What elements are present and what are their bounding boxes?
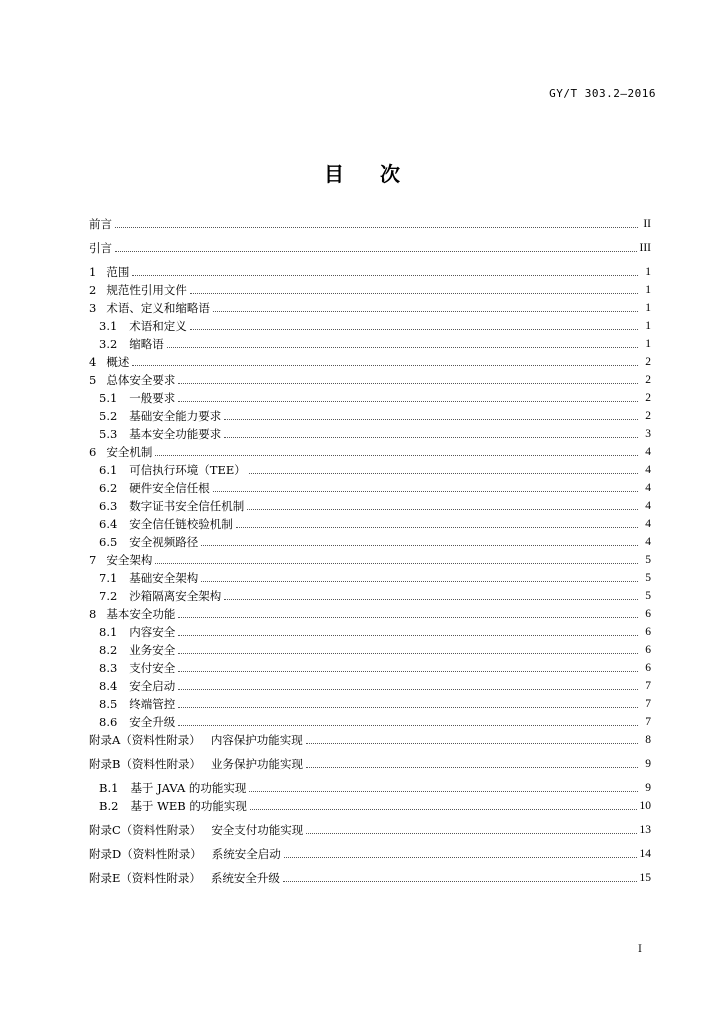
toc-entry-title: 规范性引用文件	[106, 283, 187, 297]
toc-entry-page: 6	[645, 644, 651, 656]
toc-entry[interactable]	[89, 643, 651, 657]
dot-leader	[249, 472, 638, 474]
toc-entry-page: 4	[645, 500, 651, 512]
toc-entry-number: 7.1	[99, 571, 118, 585]
dot-leader	[201, 544, 638, 546]
toc-entry-label	[99, 535, 198, 549]
toc-entry-label	[99, 643, 175, 657]
toc-entry-page: 1	[645, 284, 651, 296]
toc-entry-number: 8.2	[99, 643, 118, 657]
toc-entry-number: 附录A（资料性附录）	[89, 733, 201, 747]
toc-entry[interactable]	[89, 301, 651, 315]
toc-entry-page: 14	[639, 848, 651, 860]
toc-entry-label	[89, 217, 112, 231]
toc-entry-label	[99, 589, 221, 603]
toc-entry-number: 附录B（资料性附录）	[89, 757, 201, 771]
toc-entry-title: 业务安全	[129, 643, 176, 657]
dot-leader	[247, 508, 638, 510]
toc-entry-title: 业务保护功能实现	[210, 757, 303, 771]
toc-entry-page: 13	[639, 824, 651, 836]
toc-entry-title: 系统安全升级	[210, 871, 280, 885]
toc-entry-label	[89, 607, 175, 621]
toc-entry-number: 5.3	[99, 427, 118, 441]
toc-entry-number: 6.5	[99, 535, 118, 549]
toc-entry[interactable]	[89, 607, 651, 621]
toc-entry-page: 5	[645, 572, 651, 584]
toc-entry[interactable]	[89, 553, 651, 567]
toc-entry-title: 安全视频路径	[129, 535, 199, 549]
toc-entry-page: 2	[645, 410, 651, 422]
toc-entry-label	[89, 355, 129, 369]
toc-entry-title: 可信执行环境（TEE）	[129, 463, 246, 477]
toc-entry[interactable]	[89, 589, 651, 603]
toc-entry-label	[99, 697, 175, 711]
toc-entry-number: 6.1	[99, 463, 118, 477]
toc-entry-number: 8.3	[99, 661, 118, 675]
toc-entry[interactable]	[89, 871, 651, 885]
toc-entry-label	[99, 571, 198, 585]
toc-entry[interactable]	[89, 463, 651, 477]
dot-leader	[224, 418, 638, 420]
toc-entry-page: 1	[645, 320, 651, 332]
toc-entry[interactable]	[89, 373, 651, 387]
toc-entry-number: 8.6	[99, 715, 118, 729]
toc-entry-number: 5	[89, 373, 97, 387]
dot-leader	[224, 598, 638, 600]
toc-entry-title: 安全机制	[106, 445, 153, 459]
toc-entry[interactable]	[89, 697, 651, 711]
toc-entry-number: 附录C（资料性附录）	[89, 823, 202, 837]
toc-entry-title: 范围	[106, 265, 130, 279]
toc-entry-label	[99, 499, 244, 513]
toc-entry-page: 10	[639, 800, 651, 812]
toc-entry-title: 安全架构	[106, 553, 153, 567]
toc-entry-page: 4	[645, 446, 651, 458]
toc-entry-number: 3.1	[99, 319, 118, 333]
toc-entry-page: 1	[645, 266, 651, 278]
dot-leader	[236, 526, 638, 528]
dot-leader	[155, 562, 638, 564]
toc-entry-label	[99, 409, 221, 423]
toc-entry-page: 2	[645, 356, 651, 368]
toc-entry[interactable]	[89, 337, 651, 351]
toc-entry-page: 5	[645, 590, 651, 602]
dot-leader	[190, 292, 638, 294]
toc-entry-title: 安全启动	[129, 679, 176, 693]
toc-entry-title: 安全信任链校验机制	[129, 517, 233, 531]
toc-entry-page: 4	[645, 482, 651, 494]
toc-entry-label	[99, 715, 175, 729]
toc-entry[interactable]	[89, 799, 651, 813]
dot-leader	[115, 250, 637, 252]
toc-entry-label	[89, 301, 210, 315]
dot-leader	[167, 346, 638, 348]
toc-entry[interactable]	[89, 319, 651, 333]
toc-entry[interactable]	[89, 283, 651, 297]
toc-entry-title: 系统安全启动	[211, 847, 281, 861]
toc-entry-label	[99, 319, 187, 333]
toc-entry-title: 沙箱隔离安全架构	[129, 589, 222, 603]
dot-leader	[306, 832, 636, 834]
toc-entry[interactable]	[89, 715, 651, 729]
toc-entry[interactable]	[89, 847, 651, 861]
toc-entry[interactable]	[89, 241, 651, 255]
toc-entry-label	[89, 871, 280, 885]
toc-entry[interactable]	[89, 499, 651, 513]
toc-entry-number: 6.4	[99, 517, 118, 531]
dot-leader	[283, 880, 637, 882]
toc-entry[interactable]	[89, 781, 651, 795]
dot-leader	[115, 226, 638, 228]
toc-entry[interactable]	[89, 517, 651, 531]
toc-entry-label	[99, 661, 175, 675]
dot-leader	[178, 634, 638, 636]
toc-entry-label	[99, 391, 175, 405]
toc-entry-title: 基于 JAVA 的功能实现	[130, 781, 247, 795]
toc-entry[interactable]	[89, 445, 651, 459]
toc-entry-label	[99, 781, 246, 795]
dot-leader	[213, 490, 638, 492]
dot-leader	[178, 706, 638, 708]
toc-entry-title: 概述	[106, 355, 130, 369]
toc-entry-page: II	[643, 218, 651, 230]
toc-entry[interactable]	[89, 733, 651, 747]
toc-entry-page: 15	[639, 872, 651, 884]
dot-leader	[178, 724, 638, 726]
toc-entry-label	[89, 283, 187, 297]
toc-title: 目次	[324, 162, 436, 186]
toc-entry-label	[89, 373, 175, 387]
toc-entry-title: 硬件安全信任根	[129, 481, 210, 495]
toc-entry[interactable]	[89, 481, 651, 495]
toc-entry-label	[89, 241, 112, 255]
toc-entry-title: 基础安全架构	[129, 571, 199, 585]
toc-entry-page: 7	[645, 716, 651, 728]
toc-entry-page: 3	[645, 428, 651, 440]
toc-entry-number: 2	[89, 283, 97, 297]
toc-entry-page: 2	[645, 392, 651, 404]
toc-entry-label	[99, 517, 233, 531]
toc-entry-page: III	[639, 242, 651, 254]
toc-entry-page: 9	[645, 758, 651, 770]
standard-code: GY/T 303.2—2016	[549, 87, 656, 100]
toc-entry-number: 5.2	[99, 409, 118, 423]
toc-entry-number: 8.5	[99, 697, 118, 711]
toc-entry-title: 引言	[89, 241, 112, 255]
toc-entry-number: B.1	[99, 781, 119, 795]
toc-entry-title: 终端管控	[129, 697, 176, 711]
toc-entry-number: 6.3	[99, 499, 118, 513]
toc-entry-number: 8.4	[99, 679, 118, 693]
dot-leader	[178, 688, 638, 690]
dot-leader	[249, 790, 638, 792]
toc-entry-title: 缩略语	[129, 337, 164, 351]
toc-entry-label	[89, 445, 152, 459]
dot-leader	[213, 310, 638, 312]
toc-entry-label	[89, 847, 281, 861]
toc-entry-page: 7	[645, 680, 651, 692]
dot-leader	[306, 742, 638, 744]
dot-leader	[190, 328, 638, 330]
toc-entry-page: 7	[645, 698, 651, 710]
toc-entry-number: 7.2	[99, 589, 118, 603]
toc-entry[interactable]	[89, 427, 651, 441]
table-of-contents	[89, 217, 651, 885]
toc-entry[interactable]	[89, 679, 651, 693]
toc-entry[interactable]	[89, 571, 651, 585]
toc-entry-page: 4	[645, 518, 651, 530]
toc-entry-title: 总体安全要求	[106, 373, 176, 387]
dot-leader	[155, 454, 638, 456]
dot-leader	[178, 670, 638, 672]
toc-entry-number: 附录E（资料性附录）	[89, 871, 201, 885]
toc-entry-label	[99, 337, 164, 351]
dot-leader	[284, 856, 637, 858]
toc-entry-label	[99, 679, 175, 693]
toc-entry-title: 内容安全	[129, 625, 176, 639]
toc-entry[interactable]	[89, 409, 651, 423]
page-number: I	[638, 944, 642, 955]
toc-entry-title: 基本安全功能要求	[129, 427, 222, 441]
dot-leader	[132, 274, 638, 276]
toc-entry-title: 数字证书安全信任机制	[129, 499, 245, 513]
dot-leader	[306, 766, 638, 768]
toc-entry-title: 基本安全功能	[106, 607, 176, 621]
toc-entry-number: 8.1	[99, 625, 118, 639]
toc-entry-number: 附录D（资料性附录）	[89, 847, 202, 861]
toc-entry-number: 6	[89, 445, 97, 459]
toc-entry-title: 术语和定义	[129, 319, 187, 333]
dot-leader	[178, 382, 638, 384]
toc-entry-label	[99, 427, 221, 441]
toc-entry-number: 5.1	[99, 391, 118, 405]
dot-leader	[178, 400, 638, 402]
toc-entry-page: 9	[645, 782, 651, 794]
toc-entry-page: 1	[645, 338, 651, 350]
toc-entry-label	[89, 757, 303, 771]
toc-entry[interactable]	[89, 625, 651, 639]
toc-entry[interactable]	[89, 535, 651, 549]
toc-entry-page: 6	[645, 626, 651, 638]
toc-entry-title: 安全支付功能实现	[211, 823, 304, 837]
toc-entry-label	[89, 823, 303, 837]
toc-entry-number: 6.2	[99, 481, 118, 495]
dot-leader	[178, 652, 638, 654]
dot-leader	[250, 808, 637, 810]
toc-entry-label	[89, 265, 129, 279]
toc-entry-page: 2	[645, 374, 651, 386]
dot-leader	[178, 616, 638, 618]
toc-entry-number: 3.2	[99, 337, 118, 351]
toc-entry-label	[99, 481, 210, 495]
toc-entry-number: 7	[89, 553, 97, 567]
dot-leader	[224, 436, 638, 438]
toc-entry-page: 6	[645, 608, 651, 620]
toc-entry-title: 支付安全	[129, 661, 176, 675]
toc-entry[interactable]	[89, 823, 651, 837]
toc-entry-number: B.2	[99, 799, 119, 813]
toc-entry[interactable]	[89, 355, 651, 369]
toc-entry-number: 8	[89, 607, 97, 621]
toc-entry-label	[89, 733, 303, 747]
toc-entry-page: 1	[645, 302, 651, 314]
toc-entry-label	[99, 463, 246, 477]
toc-entry-page: 6	[645, 662, 651, 674]
toc-entry-page: 8	[645, 734, 651, 746]
toc-entry-label	[99, 625, 175, 639]
dot-leader	[132, 364, 638, 366]
toc-entry[interactable]	[89, 217, 651, 231]
toc-entry-number: 4	[89, 355, 97, 369]
toc-entry-title: 术语、定义和缩略语	[106, 301, 210, 315]
dot-leader	[201, 580, 638, 582]
toc-entry-label	[89, 553, 152, 567]
toc-entry-number: 1	[89, 265, 97, 279]
toc-entry-title: 基础安全能力要求	[129, 409, 222, 423]
toc-entry-page: 4	[645, 464, 651, 476]
toc-entry-title: 前言	[89, 217, 112, 231]
toc-entry-number: 3	[89, 301, 97, 315]
toc-entry[interactable]	[89, 661, 651, 675]
toc-entry-title: 一般要求	[129, 391, 176, 405]
toc-entry-title: 内容保护功能实现	[210, 733, 303, 747]
toc-entry[interactable]	[89, 757, 651, 771]
toc-entry[interactable]	[89, 265, 651, 279]
toc-entry-title: 安全升级	[129, 715, 176, 729]
toc-entry-page: 4	[645, 536, 651, 548]
toc-entry-page: 5	[645, 554, 651, 566]
toc-entry[interactable]	[89, 391, 651, 405]
toc-entry-title: 基于 WEB 的功能实现	[130, 799, 247, 813]
toc-entry-label	[99, 799, 247, 813]
